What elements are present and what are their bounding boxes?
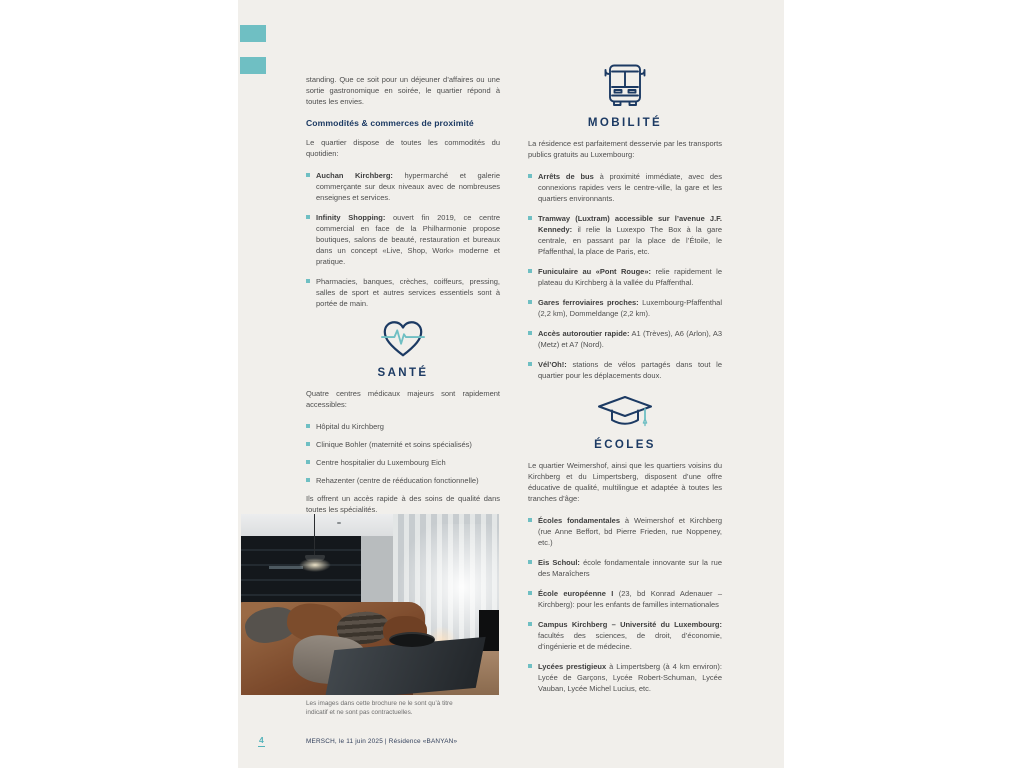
bullet-square-icon	[528, 560, 532, 564]
bullet-square-icon	[528, 664, 532, 668]
bullet-square-icon	[528, 331, 532, 335]
bullet-square-icon	[306, 279, 310, 283]
list-item	[306, 170, 500, 203]
list-item-text: à Limpertsberg (à 4 km environ): Lycée de Garçons, Lycée Robert-Schuman, Lycée Vauban, Lycée Michel Lucius, etc.	[538, 662, 722, 693]
list-item-lead: Campus Kirchberg – Université du Luxembourg:	[538, 620, 722, 629]
footer-meta-text: MERSCH, le 11 juin 2025 | Résidence «BANYAN»	[306, 738, 458, 745]
list-item	[528, 213, 722, 257]
living-room-photo	[241, 514, 499, 695]
list-item-text: relie rapidement le plateau du Kirchberg à la vallée du Pfaffenthal.	[538, 267, 722, 287]
bullet-square-icon	[528, 362, 532, 366]
list-item-text: Hôpital du Kirchberg	[316, 422, 384, 431]
photo-spotlight	[337, 522, 341, 524]
list-item	[528, 266, 722, 288]
list-item-lead: Funiculaire au «Pont Rouge»:	[538, 267, 652, 276]
list-item-lead: Accès autoroutier rapide:	[538, 329, 630, 338]
ecoles-intro: Le quartier Weimershof, ainsi que les quartiers voisins du Kirchberg et du Limpertsberg, disposent d’une offre éducative de qualité, multilingue et adaptée à toutes les tranches d’âge:	[528, 461, 722, 503]
commodities-list	[306, 170, 500, 309]
list-item	[528, 515, 722, 548]
list-item	[306, 421, 500, 432]
list-item-text: Clinique Bohler (maternité et soins spécialisés)	[316, 440, 472, 449]
bullet-square-icon	[306, 478, 310, 482]
list-item	[306, 212, 500, 267]
photo-lamp-glow	[299, 558, 331, 572]
commodities-heading: Commodités & commerces de proximité	[306, 118, 474, 128]
graduation-cap-icon	[595, 425, 655, 434]
list-item-lead: Gares ferroviaires proches:	[538, 298, 639, 307]
bullet-square-icon	[306, 173, 310, 177]
bullet-square-icon	[528, 518, 532, 522]
bullet-square-icon	[306, 424, 310, 428]
list-item-text: Pharmacies, banques, crèches, coiffeurs, pressing, salles de sport et autres services essentiels sont à portée de main.	[316, 277, 500, 308]
list-item	[528, 619, 722, 652]
list-item-text: (23, bd Konrad Adenauer – Kirchberg): pour les enfants de familles internationales	[538, 589, 723, 609]
list-item-text: Centre hospitalier du Luxembourg Eich	[316, 458, 446, 467]
list-item-lead: Écoles fondamentales	[538, 516, 621, 525]
bullet-square-icon	[528, 622, 532, 626]
heart-pulse-icon	[380, 353, 426, 362]
photo-shelf-light	[269, 566, 303, 569]
bullet-square-icon	[528, 591, 532, 595]
brochure-page	[238, 0, 784, 768]
bus-icon	[601, 103, 649, 112]
mobilite-intro: La résidence est parfaitement desservie par les transports publics gratuits au Luxembourg:	[528, 139, 722, 159]
list-item-text: A1 (Trèves), A6 (Arlon), A3 (Metz) et A7 (Nord).	[538, 329, 722, 349]
list-item-lead: École européenne I	[538, 589, 614, 598]
commodities-intro: Le quartier dispose de toutes les commodités du quotidien:	[306, 138, 500, 158]
list-item	[528, 661, 722, 694]
ecoles-list	[528, 515, 722, 694]
list-item-text: école fondamentale innovante sur la rue des Maraîchers	[538, 558, 722, 578]
list-item-text: à Weimershof et Kirchberg (rue Anne Beffort, bd Pierre Frieden, rue Noppeney, etc.)	[538, 516, 722, 547]
list-item-lead: Tramway (Luxtram) accessible sur l’avenue J.F. Kennedy:	[538, 214, 722, 234]
list-item	[306, 276, 500, 309]
left-column	[306, 0, 500, 526]
list-item	[528, 557, 722, 579]
sante-section-header	[306, 318, 500, 379]
list-item-lead: Vél’Oh!:	[538, 360, 567, 369]
list-item-text: à proximité immédiate, avec des connexions rapides vers le centre-ville, la gare et les quartiers environnants.	[538, 172, 722, 203]
bullet-square-icon	[306, 215, 310, 219]
mobilite-heading: MOBILITÉ	[587, 117, 663, 129]
right-column	[528, 0, 722, 703]
list-item-text: ouvert fin 2019, ce centre commercial en face de la Philharmonie propose boutiques, salons de beauté, restauration et bureaux dans un concept «Live, Shop, Work» moderne et pratique.	[316, 213, 500, 266]
list-item-text: Luxembourg-Pfaffenthal (2,2 km), Dommeldange (2,2 km).	[538, 298, 722, 318]
photo-bowl	[389, 632, 435, 647]
teal-square-decoration	[240, 25, 266, 42]
list-item	[528, 359, 722, 381]
bullet-square-icon	[528, 300, 532, 304]
sante-intro: Quatre centres médicaux majeurs sont rapidement accessibles:	[306, 389, 500, 409]
bullet-square-icon	[528, 174, 532, 178]
list-item	[306, 475, 500, 486]
list-item-text: stations de vélos partagés dans tout le quartier pour les déplacements doux.	[538, 360, 722, 380]
list-item-lead: Arrêts de bus	[538, 172, 594, 181]
mobilite-list	[528, 171, 722, 381]
list-item	[528, 328, 722, 350]
ecoles-section-header	[528, 394, 722, 451]
bullet-square-icon	[306, 442, 310, 446]
sante-list	[306, 421, 500, 486]
list-item-lead: Auchan Kirchberg:	[316, 171, 393, 180]
list-item-text: facultés des sciences, de droit, d’économie, d’ingénierie et de médecine.	[538, 631, 722, 651]
list-item	[528, 171, 722, 204]
mobilite-section-header	[528, 62, 722, 129]
bullet-square-icon	[306, 460, 310, 464]
photo-pendant-cord	[314, 514, 315, 556]
bullet-square-icon	[528, 269, 532, 273]
teal-square-decoration	[240, 57, 266, 74]
bullet-square-icon	[528, 216, 532, 220]
intro-paragraph: standing. Que ce soit pour un déjeuner d’affaires ou une sortie gastronomique en soirée, le quartier répond à toutes les envies.	[306, 75, 500, 106]
ecoles-heading: ÉCOLES	[594, 439, 656, 451]
list-item	[528, 588, 722, 610]
list-item-text: il relie la Luxexpo The Box à la gare centrale, en passant par la place de l’Étoile, le Pfaffenthal, la place de Paris, etc.	[538, 225, 722, 256]
list-item-text: Rehazenter (centre de rééducation fonctionnelle)	[316, 476, 479, 485]
list-item-lead: Infinity Shopping:	[316, 213, 386, 222]
list-item	[528, 297, 722, 319]
list-item	[306, 439, 500, 450]
sante-heading: SANTÉ	[377, 367, 429, 379]
photo-caption: Les images dans cette brochure ne le sont qu’à titre indicatif et ne sont pas contractuelles.	[306, 700, 453, 716]
sante-outro: Ils offrent un accès rapide à des soins de qualité dans toutes les spécialités.	[306, 494, 500, 514]
list-item-lead: Lycées prestigieux	[538, 662, 607, 671]
list-item-text: hypermarché et galerie commerçante sur deux niveaux avec de nombreuses enseignes et services.	[316, 171, 500, 202]
page-number: 4	[259, 735, 264, 745]
list-item	[306, 457, 500, 468]
list-item-lead: Eis Schoul:	[538, 558, 580, 567]
